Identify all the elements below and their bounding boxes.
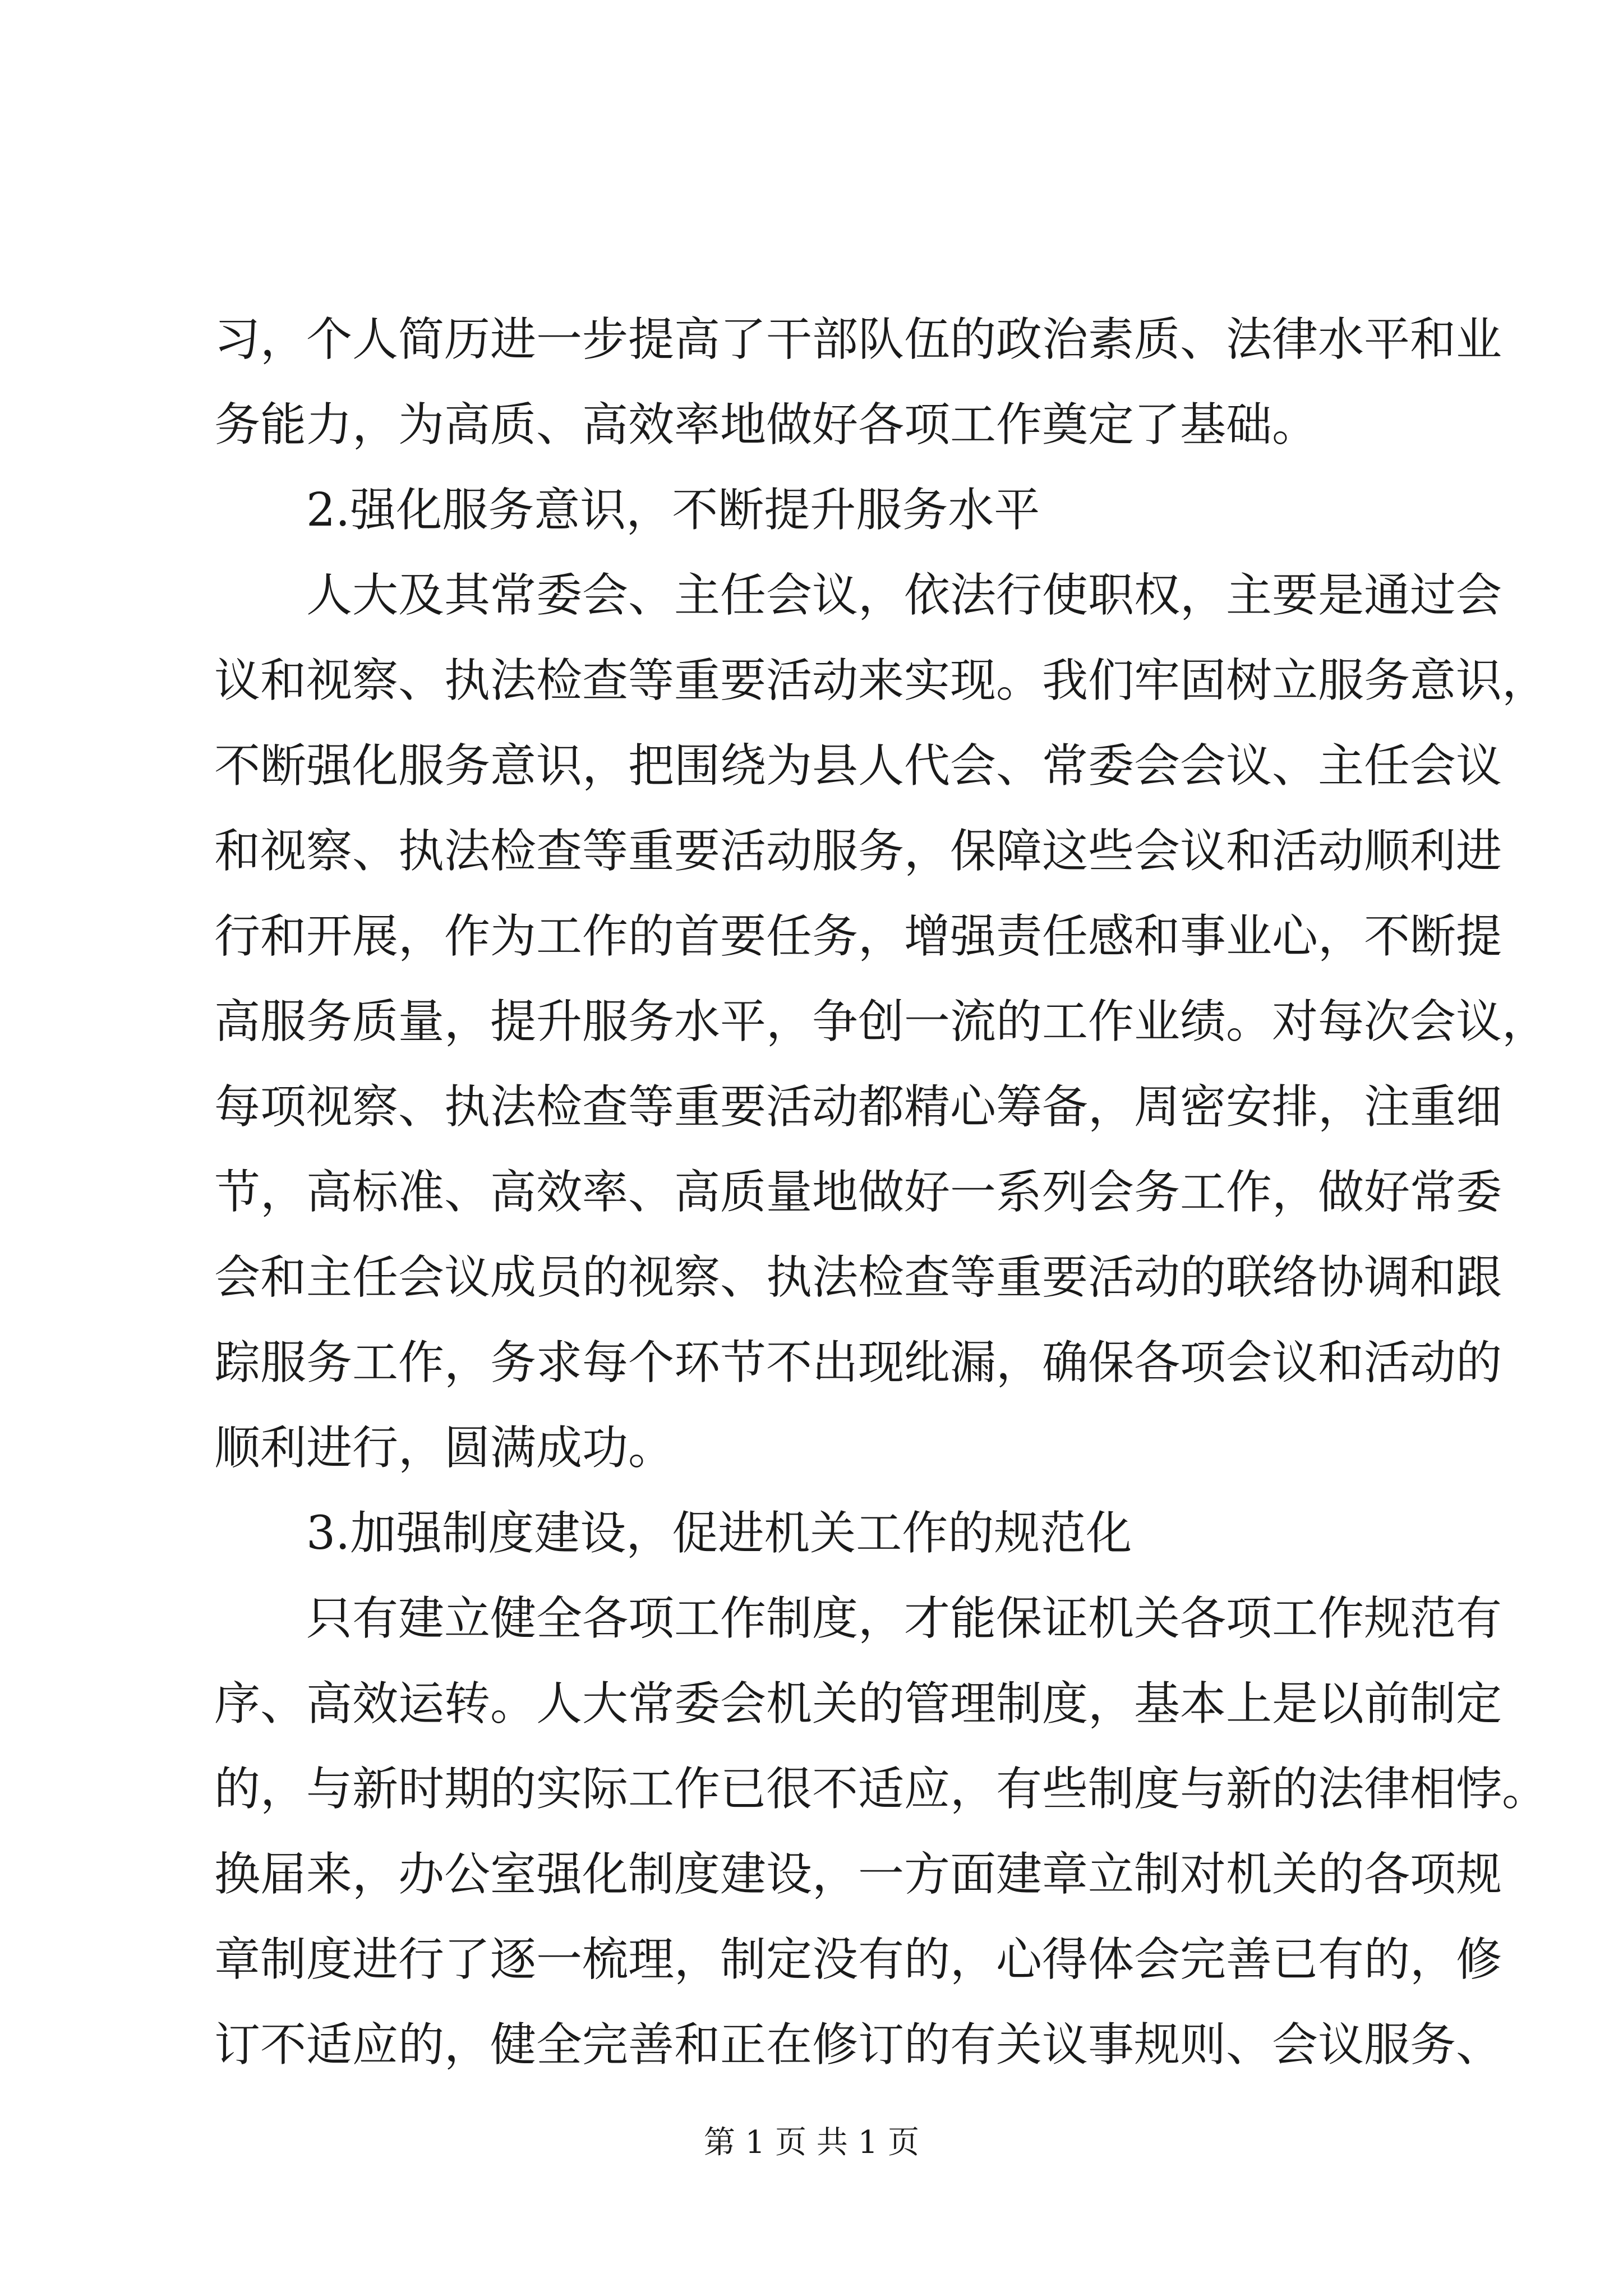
text-line-2: 务能力，为高质、高效率地做好各项工作奠定了基础。 [214,398,1318,452]
text-line-20: 章制度进行了逐一梳理，制定没有的，心得体会完善已有的，修 [214,1933,1502,1986]
text-line-12: 会和主任会议成员的视察、执法检查等重要活动的联络协调和跟 [214,1251,1502,1304]
text-line-6: 不断强化服务意识，把围绕为县人代会、常委会会议、主任会议 [214,739,1502,793]
page-footer: 第 1 页 共 1 页 [703,2124,920,2161]
text-line-19: 换届来，办公室强化制度建设，一方面建章立制对机关的各项规 [214,1848,1502,1901]
text-line-17: 序、高效运转。人大常委会机关的管理制度，基本上是以前制定 [214,1677,1502,1731]
text-line-14: 顺利进行，圆满成功。 [214,1421,675,1475]
text-line-18: 的，与新时期的实际工作已很不适应，有些制度与新的法律相悖。 [214,1763,1548,1816]
section-heading-3: 3.加强制度建设，促进机关工作的规范化 [306,1507,1132,1560]
text-line-21: 订不适应的，健全完善和正在修订的有关议事规则、会议服务、 [214,2018,1502,2072]
document-body [214,297,1548,2088]
text-line-1: 习，个人简历进一步提高了干部队伍的政治素质、法律水平和业 [214,313,1502,366]
text-line-13: 踪服务工作，务求每个环节不出现纰漏，确保各项会议和活动的 [214,1336,1502,1389]
text-line-10: 每项视察、执法检查等重要活动都精心筹备，周密安排，注重细 [214,1080,1502,1134]
text-line-16: 只有建立健全各项工作制度，才能保证机关各项工作规范有 [306,1592,1502,1645]
text-line-7: 和视察、执法检查等重要活动服务，保障这些会议和活动顺利进 [214,825,1502,878]
text-line-8: 行和开展，作为工作的首要任务，增强责任感和事业心，不断提 [214,910,1502,963]
section-heading-2: 2.强化服务意识，不断提升服务水平 [306,484,1040,537]
text-line-4: 人大及其常委会、主任会议，依法行使职权，主要是通过会 [306,569,1502,622]
text-line-5: 议和视察、执法检查等重要活动来实现。我们牢固树立服务意识， [214,654,1548,707]
text-line-9: 高服务质量，提升服务水平，争创一流的工作业绩。对每次会议， [214,995,1548,1048]
text-line-11: 节，高标准、高效率、高质量地做好一系列会务工作，做好常委 [214,1166,1502,1219]
